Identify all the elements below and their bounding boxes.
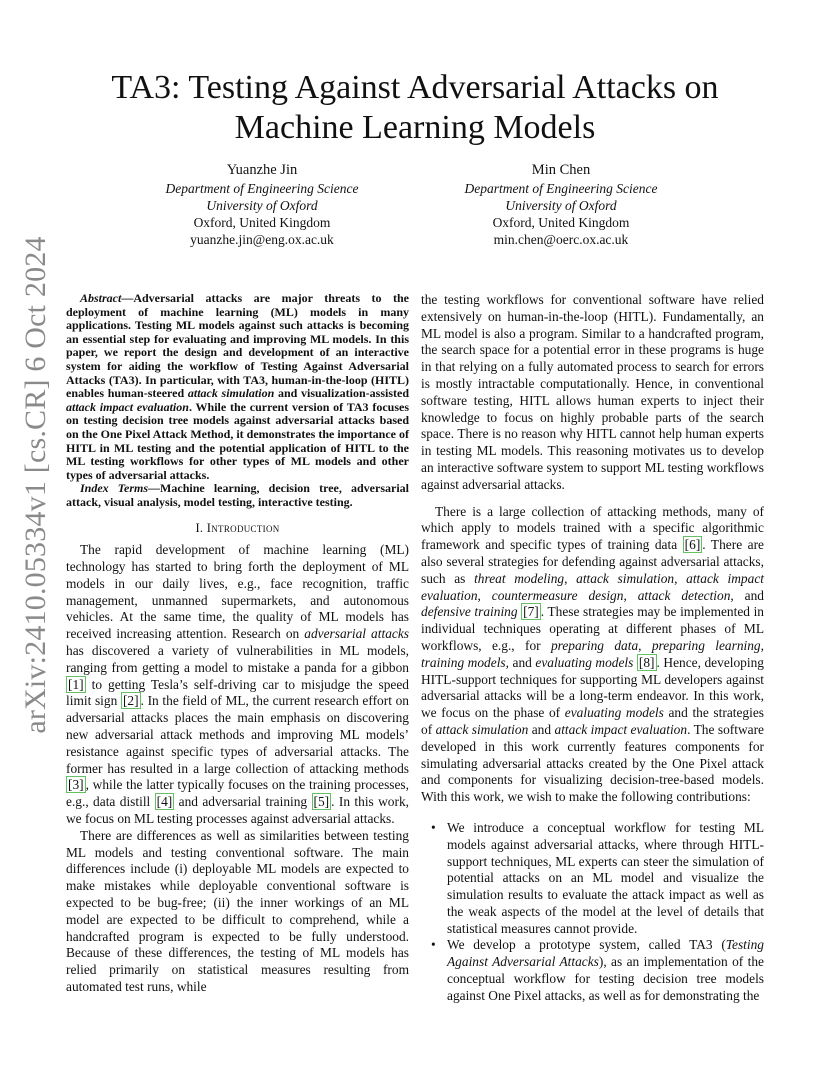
- author-location: Oxford, United Kingdom: [193, 215, 331, 230]
- author-department: Department of Engineering Science: [464, 181, 658, 196]
- right-column: [421, 292, 764, 1005]
- arxiv-id-text: arXiv:2410.05334v1 [cs.CR] 6 Oct 2024: [19, 236, 52, 734]
- citation-link[interactable]: [1]: [68, 676, 84, 692]
- author-block: [431, 162, 691, 248]
- author-email: min.chen@oerc.ox.ac.uk: [493, 232, 629, 247]
- contributions-list: [421, 820, 764, 1005]
- intro-paragraph: There are differences as well as similarities between testing ML models and testing conventional software. The main differences include (i) deployable ML models are expected to make mistakes while deployable conventional software is expected to be bug-free; (ii) the inner workings of an ML model are expected to be difficult to comprehend, while a handcrafted program is expected to be fully understood. Because of these differences, the testing of ML models has relied primarily on statistical measures resulting from automated test runs, while: [66, 827, 409, 995]
- author-university: University of Oxford: [206, 198, 318, 213]
- author-department: Department of Engineering Science: [165, 181, 359, 196]
- index-terms: Index Terms—Machine learning, decision tree, adversarial attack, visual analysis, model testing, interactive testing.: [66, 481, 409, 509]
- author-block: [132, 162, 392, 248]
- index-terms-label: Index Terms: [80, 481, 149, 496]
- list-item: • We develop a prototype system, called TA3 (Testing Against Adversarial Attacks), as an implementation of the conceptual workflow for testing decision tree models against One Pixel attacks, as well as for demonstrating the: [421, 937, 764, 1004]
- citation-link[interactable]: [7]: [523, 604, 539, 620]
- citation-link[interactable]: [5]: [313, 794, 330, 810]
- intro-paragraph: the testing workflows for conventional software have relied extensively on human-in-the-loop (HITL). Fundamentally, an ML model is also a program. Similar to a handcrafted program, the search space for a potential error in these programs is huge in that relying on a fully automated process to search for errors is mostly intractable computationally. Hence, in conventional software testing, HITL allows human experts to inject their knowledge to focus on highly probable parts of the search space. There is no reason why HITL cannot help human experts in testing ML models. This reasoning motivates us to develop an interactive software system to support ML testing workflows against adversarial attacks.: [421, 292, 764, 492]
- intro-paragraph: The rapid development of machine learning (ML) technology has started to bring forth the deployment of ML models in our daily lives, e.g., face recognition, traffic management, unmanned supermarkets, and autonomous vehicles. At the same time, the quality of ML models has received increasing attention. Research on adversarial attacks has discovered a variety of vulnerabilities in ML models, ranging from getting a model to mistake a panda for a gibbon [1] to getting Tesla’s self-driving car to misjudge the speed limit sign [2] . In the field of ML, the current research effort on adversarial attacks places the main emphasis on discovering new adversarial attack methods and improving ML models’ resistance against specific types of adversarial attacks. The former has resulted in a large collection of attacking methods [3] , while the latter typically focuses on the training processes, e.g., data distill [4] and adversarial training [5] . In this work, we focus on ML testing processes against adversarial attacks.: [66, 542, 409, 827]
- section-heading: I. Introduction: [195, 520, 280, 535]
- author-university: University of Oxford: [505, 198, 617, 213]
- abstract: Abstract—Adversarial attacks are major threats to the deployment of machine learning (ML) models in many applications. Testing ML models against such attacks is becoming an essential step for evaluating and improving ML models. In this paper, we report the design and development of an interactive system for aiding the workflow of Testing Against Adversarial Attacks (TA3). In particular, with TA3, human-in-the-loop (HITL) enables human-steered attack simulation and visualization-assisted attack impact evaluation. While the current version of TA3 focuses on testing decision tree models against adversarial attacks based on the One Pixel Attack Method, it demonstrates the importance of HITL in ML testing and the potential application of HITL to the ML testing workflows for other types of ML models and other types of adversarial attacks.: [66, 291, 410, 482]
- citation-link[interactable]: [6]: [684, 537, 701, 553]
- citation-link[interactable]: [8]: [638, 654, 655, 670]
- left-column: [66, 292, 409, 996]
- intro-paragraph: There is a large collection of attacking methods, many of which apply to models trained with a specific algorithmic framework and specific types of training data [6] . There are also several strategies for defending against adversarial attacks, such as threat modeling, attack simulation, attack impact evaluation, countermeasure design, attack detection, and defensive training [7] . These strategies may be implemented in individual techniques operating at different phases of ML workflows, e.g., for preparing data, preparing learning, training models, and evaluating models [8] . Hence, developing HITL-support techniques for supporting ML developers against adversarial attacks will be a long-term endeavor. In this work, we focus on the phase of evaluating models and the strategies of attack simulation and attack impact evaluation. The software developed in this work currently features components for simulating adversarial attacks created by the One Pixel attack and components for visualizing decision-tree-based models. With this work, we wish to make the following contributions:: [421, 503, 765, 805]
- author-name: Min Chen: [531, 162, 591, 178]
- abstract-label: Abstract: [80, 291, 122, 305]
- paper-title: TA3: Testing Against Adversarial Attacks on Machine Learning Models: [111, 69, 719, 146]
- list-item: • We introduce a conceptual workflow for testing ML models against adversarial attacks, where through HITL-support techniques, ML experts can steer the simulation of potential attacks on an ML model and visualize the simulation results to evaluate the attack impact as well as the weak aspects of the model at the level of details that statistical measures cannot provide.: [421, 820, 764, 938]
- author-email: yuanzhe.jin@eng.ox.ac.uk: [190, 232, 334, 247]
- citation-link[interactable]: [4]: [156, 794, 173, 810]
- author-location: Oxford, United Kingdom: [492, 215, 630, 230]
- author-name: Yuanzhe Jin: [226, 162, 298, 178]
- arxiv-identifier: [14, 236, 58, 734]
- citation-link[interactable]: [3]: [68, 777, 84, 793]
- citation-link[interactable]: [2]: [122, 693, 139, 709]
